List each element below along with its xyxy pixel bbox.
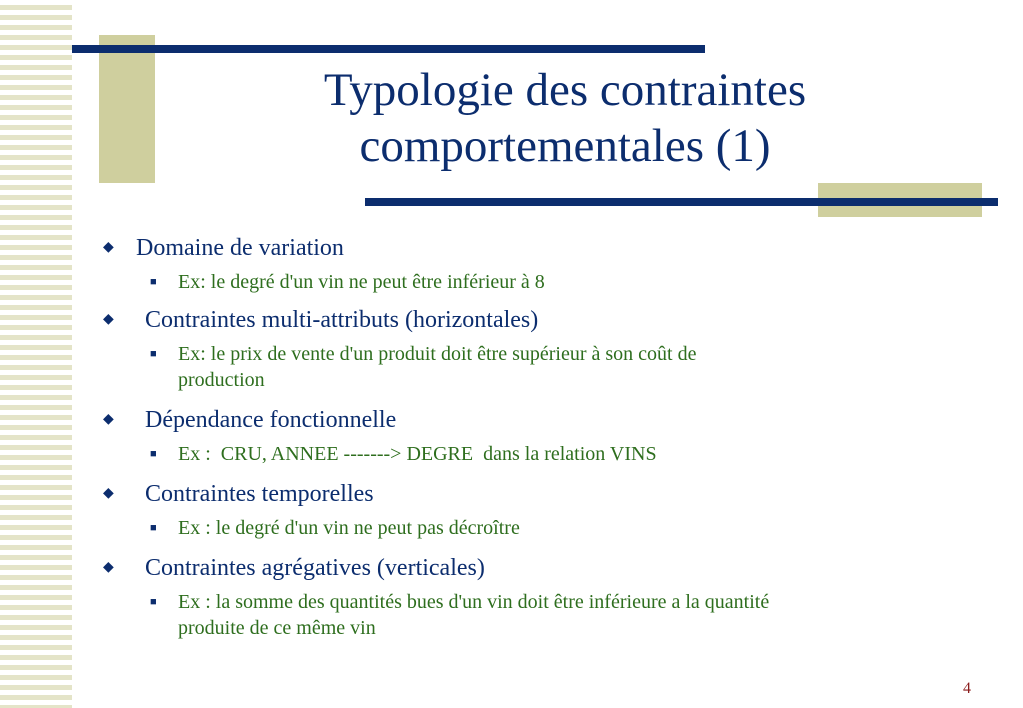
square-bullet-icon: ■ bbox=[150, 348, 157, 360]
square-bullet-icon: ■ bbox=[150, 596, 157, 608]
sub-bullet-item bbox=[150, 341, 980, 393]
sub-bullet-item bbox=[150, 589, 980, 641]
title-decor-block-left bbox=[99, 35, 155, 183]
sub-bullet-text: Ex: le degré d'un vin ne peut être inférieur à 8 bbox=[178, 271, 545, 293]
slide-number: 4 bbox=[963, 680, 971, 697]
sub-bullet-text: Ex: le prix de vente d'un produit doit être supérieur à son coût de bbox=[178, 343, 697, 365]
square-bullet-icon: ■ bbox=[150, 522, 157, 534]
bullet-item-dependance bbox=[100, 405, 980, 435]
sub-bullet-text: Ex : le degré d'un vin ne peut pas décroître bbox=[178, 517, 520, 539]
bullet-label: Domaine de variation bbox=[136, 235, 344, 261]
bullet-item-domaine bbox=[100, 233, 980, 263]
title-decor-bar-bottom bbox=[365, 198, 998, 206]
bullet-item-temporelles bbox=[100, 479, 980, 509]
diamond-bullet-icon: ◆ bbox=[103, 240, 114, 255]
bullet-label: Contraintes temporelles bbox=[145, 481, 374, 507]
sub-bullet-item bbox=[150, 269, 980, 295]
bullet-label: Contraintes multi-attributs (horizontales) bbox=[145, 307, 539, 333]
bullet-item-multi-attributs bbox=[100, 305, 980, 335]
bullet-label: Dépendance fonctionnelle bbox=[145, 407, 397, 433]
sub-bullet-text-continued: production bbox=[178, 369, 265, 391]
striped-side-decoration bbox=[0, 0, 72, 708]
square-bullet-icon: ■ bbox=[150, 448, 157, 460]
bullet-label: Contraintes agrégatives (verticales) bbox=[145, 555, 485, 581]
sub-bullet-text-continued: produite de ce même vin bbox=[178, 617, 376, 639]
square-bullet-icon: ■ bbox=[150, 276, 157, 288]
diamond-bullet-icon: ◆ bbox=[103, 412, 114, 427]
sub-bullet-text: Ex : CRU, ANNEE -------> DEGRE dans la relation VINS bbox=[178, 443, 657, 465]
sub-bullet-item bbox=[150, 515, 980, 541]
diamond-bullet-icon: ◆ bbox=[103, 486, 114, 501]
bullet-item-agregatives bbox=[100, 553, 980, 583]
diamond-bullet-icon: ◆ bbox=[103, 560, 114, 575]
sub-bullet-text: Ex : la somme des quantités bues d'un vin doit être inférieure a la quantité bbox=[178, 591, 770, 613]
diamond-bullet-icon: ◆ bbox=[103, 312, 114, 327]
slide-title bbox=[150, 62, 980, 174]
sub-bullet-item bbox=[150, 441, 980, 467]
title-decor-bar-top bbox=[72, 45, 705, 53]
slide-title-line-2: comportementales (1) bbox=[359, 120, 771, 172]
bullet-list bbox=[100, 230, 980, 641]
slide-title-line-1: Typologie des contraintes bbox=[323, 64, 807, 116]
